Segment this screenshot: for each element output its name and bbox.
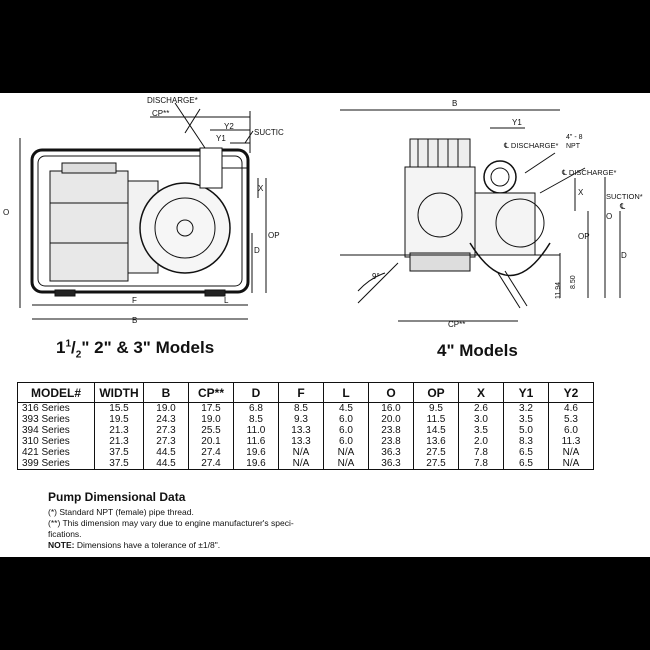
cell: N/A [279, 458, 324, 470]
label-b: B [452, 99, 458, 108]
label-suction: SUCTIC [254, 128, 284, 137]
cell: 27.4 [189, 447, 234, 458]
cell: 19.0 [189, 414, 234, 425]
cell: 14.5 [414, 425, 459, 436]
label-cp: CP** [152, 109, 170, 118]
cell-model: 316 Series [18, 403, 95, 415]
label-centerline: ℄ [620, 202, 626, 211]
cell: 11.0 [234, 425, 279, 436]
label-op: OP [268, 231, 280, 240]
caption-4in-models: 4" Models [437, 341, 518, 360]
engine-body [405, 167, 475, 257]
cell-model: 393 Series [18, 414, 95, 425]
cell: N/A [324, 447, 369, 458]
cell: 2.0 [459, 436, 504, 447]
cell: 6.5 [504, 447, 549, 458]
label-cp: CP** [448, 320, 466, 329]
header-x: X [459, 383, 504, 403]
cell-model: 394 Series [18, 425, 95, 436]
cell: 13.3 [279, 425, 324, 436]
label-d: D [621, 251, 627, 260]
cell: 11.6 [234, 436, 279, 447]
cell: 36.3 [369, 447, 414, 458]
cell: 24.3 [144, 414, 189, 425]
header-y2: Y2 [549, 383, 594, 403]
label-discharge-side: ℄ DISCHARGE* [562, 168, 617, 177]
cell: 5.0 [504, 425, 549, 436]
label-discharge: DISCHARGE* [147, 96, 198, 105]
label-y2: Y2 [224, 122, 234, 131]
header-model: MODEL# [18, 383, 95, 403]
cell-model: 310 Series [18, 436, 95, 447]
label-discharge-top: ℄ DISCHARGE* [504, 141, 559, 150]
cell: 27.5 [414, 447, 459, 458]
cell: 27.5 [414, 458, 459, 470]
cell: 15.5 [95, 403, 144, 415]
cell: 23.8 [369, 436, 414, 447]
cell: 4.6 [549, 403, 594, 415]
cell: 19.0 [144, 403, 189, 415]
cell: N/A [324, 458, 369, 470]
header-width: WIDTH [95, 383, 144, 403]
table-row [18, 414, 594, 425]
label-f: F [132, 296, 137, 305]
label-o: O [3, 208, 10, 217]
cell: 17.5 [189, 403, 234, 415]
cell: 9.3 [279, 414, 324, 425]
cell: 25.5 [189, 425, 234, 436]
label-dim-1194: 11.94 [555, 282, 562, 299]
cell: 37.5 [95, 458, 144, 470]
cell: 44.5 [144, 447, 189, 458]
cell: 27.3 [144, 436, 189, 447]
cell: 36.3 [369, 458, 414, 470]
cell: 37.5 [95, 447, 144, 458]
cell: 9.5 [414, 403, 459, 415]
label-x: X [578, 188, 584, 197]
cell: 6.0 [324, 425, 369, 436]
cell: 21.3 [95, 425, 144, 436]
cell: 6.0 [549, 425, 594, 436]
label-y1: Y1 [216, 134, 226, 143]
header-d: D [234, 383, 279, 403]
table-row [18, 425, 594, 436]
header-cp: CP** [189, 383, 234, 403]
header-f: F [279, 383, 324, 403]
caption-small-models: $1^1/_2$" 2" & 3" Models [56, 338, 215, 361]
table-row [18, 458, 594, 470]
label-npt: NPT [566, 143, 580, 150]
header-l: L [324, 383, 369, 403]
header-y1: Y1 [504, 383, 549, 403]
header-o: O [369, 383, 414, 403]
notes-title: Pump Dimensional Data [48, 490, 186, 504]
notes-block [48, 490, 294, 551]
cell: 4.5 [324, 403, 369, 415]
cell-model: 421 Series [18, 447, 95, 458]
cell: 3.0 [459, 414, 504, 425]
cell: 44.5 [144, 458, 189, 470]
label-d: D [254, 246, 260, 255]
cell: 5.3 [549, 414, 594, 425]
cell: 7.8 [459, 458, 504, 470]
dimension-table [17, 382, 594, 470]
cell: 16.0 [369, 403, 414, 415]
cell: N/A [279, 447, 324, 458]
note-tolerance: NOTE: Dimensions have a tolerance of ±1/8". [48, 540, 221, 550]
cell: 27.3 [144, 425, 189, 436]
table-row [18, 447, 594, 458]
cell: N/A [549, 447, 594, 458]
cell: N/A [549, 458, 594, 470]
table-header-row [18, 383, 594, 403]
label-suction: SUCTION* [606, 192, 643, 201]
cell: 13.6 [414, 436, 459, 447]
label-angle: 9° [372, 272, 380, 281]
header-b: B [144, 383, 189, 403]
note-npt: (*) Standard NPT (female) pipe thread. [48, 507, 194, 517]
note-cp: (**) This dimension may vary due to engine manufacturer's speci- [48, 518, 294, 528]
label-y1: Y1 [512, 118, 522, 127]
cell: 11.3 [549, 436, 594, 447]
table-row [18, 436, 594, 447]
cell: 27.4 [189, 458, 234, 470]
note-cp-cont: fications. [48, 529, 82, 539]
cell: 19.6 [234, 447, 279, 458]
label-x: X [258, 184, 264, 193]
cell: 11.5 [414, 414, 459, 425]
cell: 8.5 [234, 414, 279, 425]
cell: 19.5 [95, 414, 144, 425]
label-dim-850: 8.50 [570, 275, 577, 289]
cell: 6.8 [234, 403, 279, 415]
cell: 20.1 [189, 436, 234, 447]
cell: 2.6 [459, 403, 504, 415]
cell: 3.2 [504, 403, 549, 415]
label-l: L [224, 296, 229, 305]
header-op: OP [414, 383, 459, 403]
label-o: O [606, 212, 613, 221]
cell: 21.3 [95, 436, 144, 447]
spec-sheet [0, 93, 650, 557]
table-row [18, 403, 594, 415]
cell: 8.3 [504, 436, 549, 447]
cell: 6.5 [504, 458, 549, 470]
cell: 3.5 [504, 414, 549, 425]
label-b: B [132, 316, 138, 325]
cell: 19.6 [234, 458, 279, 470]
discharge-port [484, 161, 516, 193]
cell: 7.8 [459, 447, 504, 458]
cell: 6.0 [324, 436, 369, 447]
cell: 23.8 [369, 425, 414, 436]
cell-model: 399 Series [18, 458, 95, 470]
cell: 8.5 [279, 403, 324, 415]
label-npt-size: 4" - 8 [566, 134, 583, 141]
cell: 20.0 [369, 414, 414, 425]
cell: 13.3 [279, 436, 324, 447]
label-op: OP [578, 232, 590, 241]
cell: 3.5 [459, 425, 504, 436]
cell: 6.0 [324, 414, 369, 425]
engine-top [410, 139, 470, 167]
